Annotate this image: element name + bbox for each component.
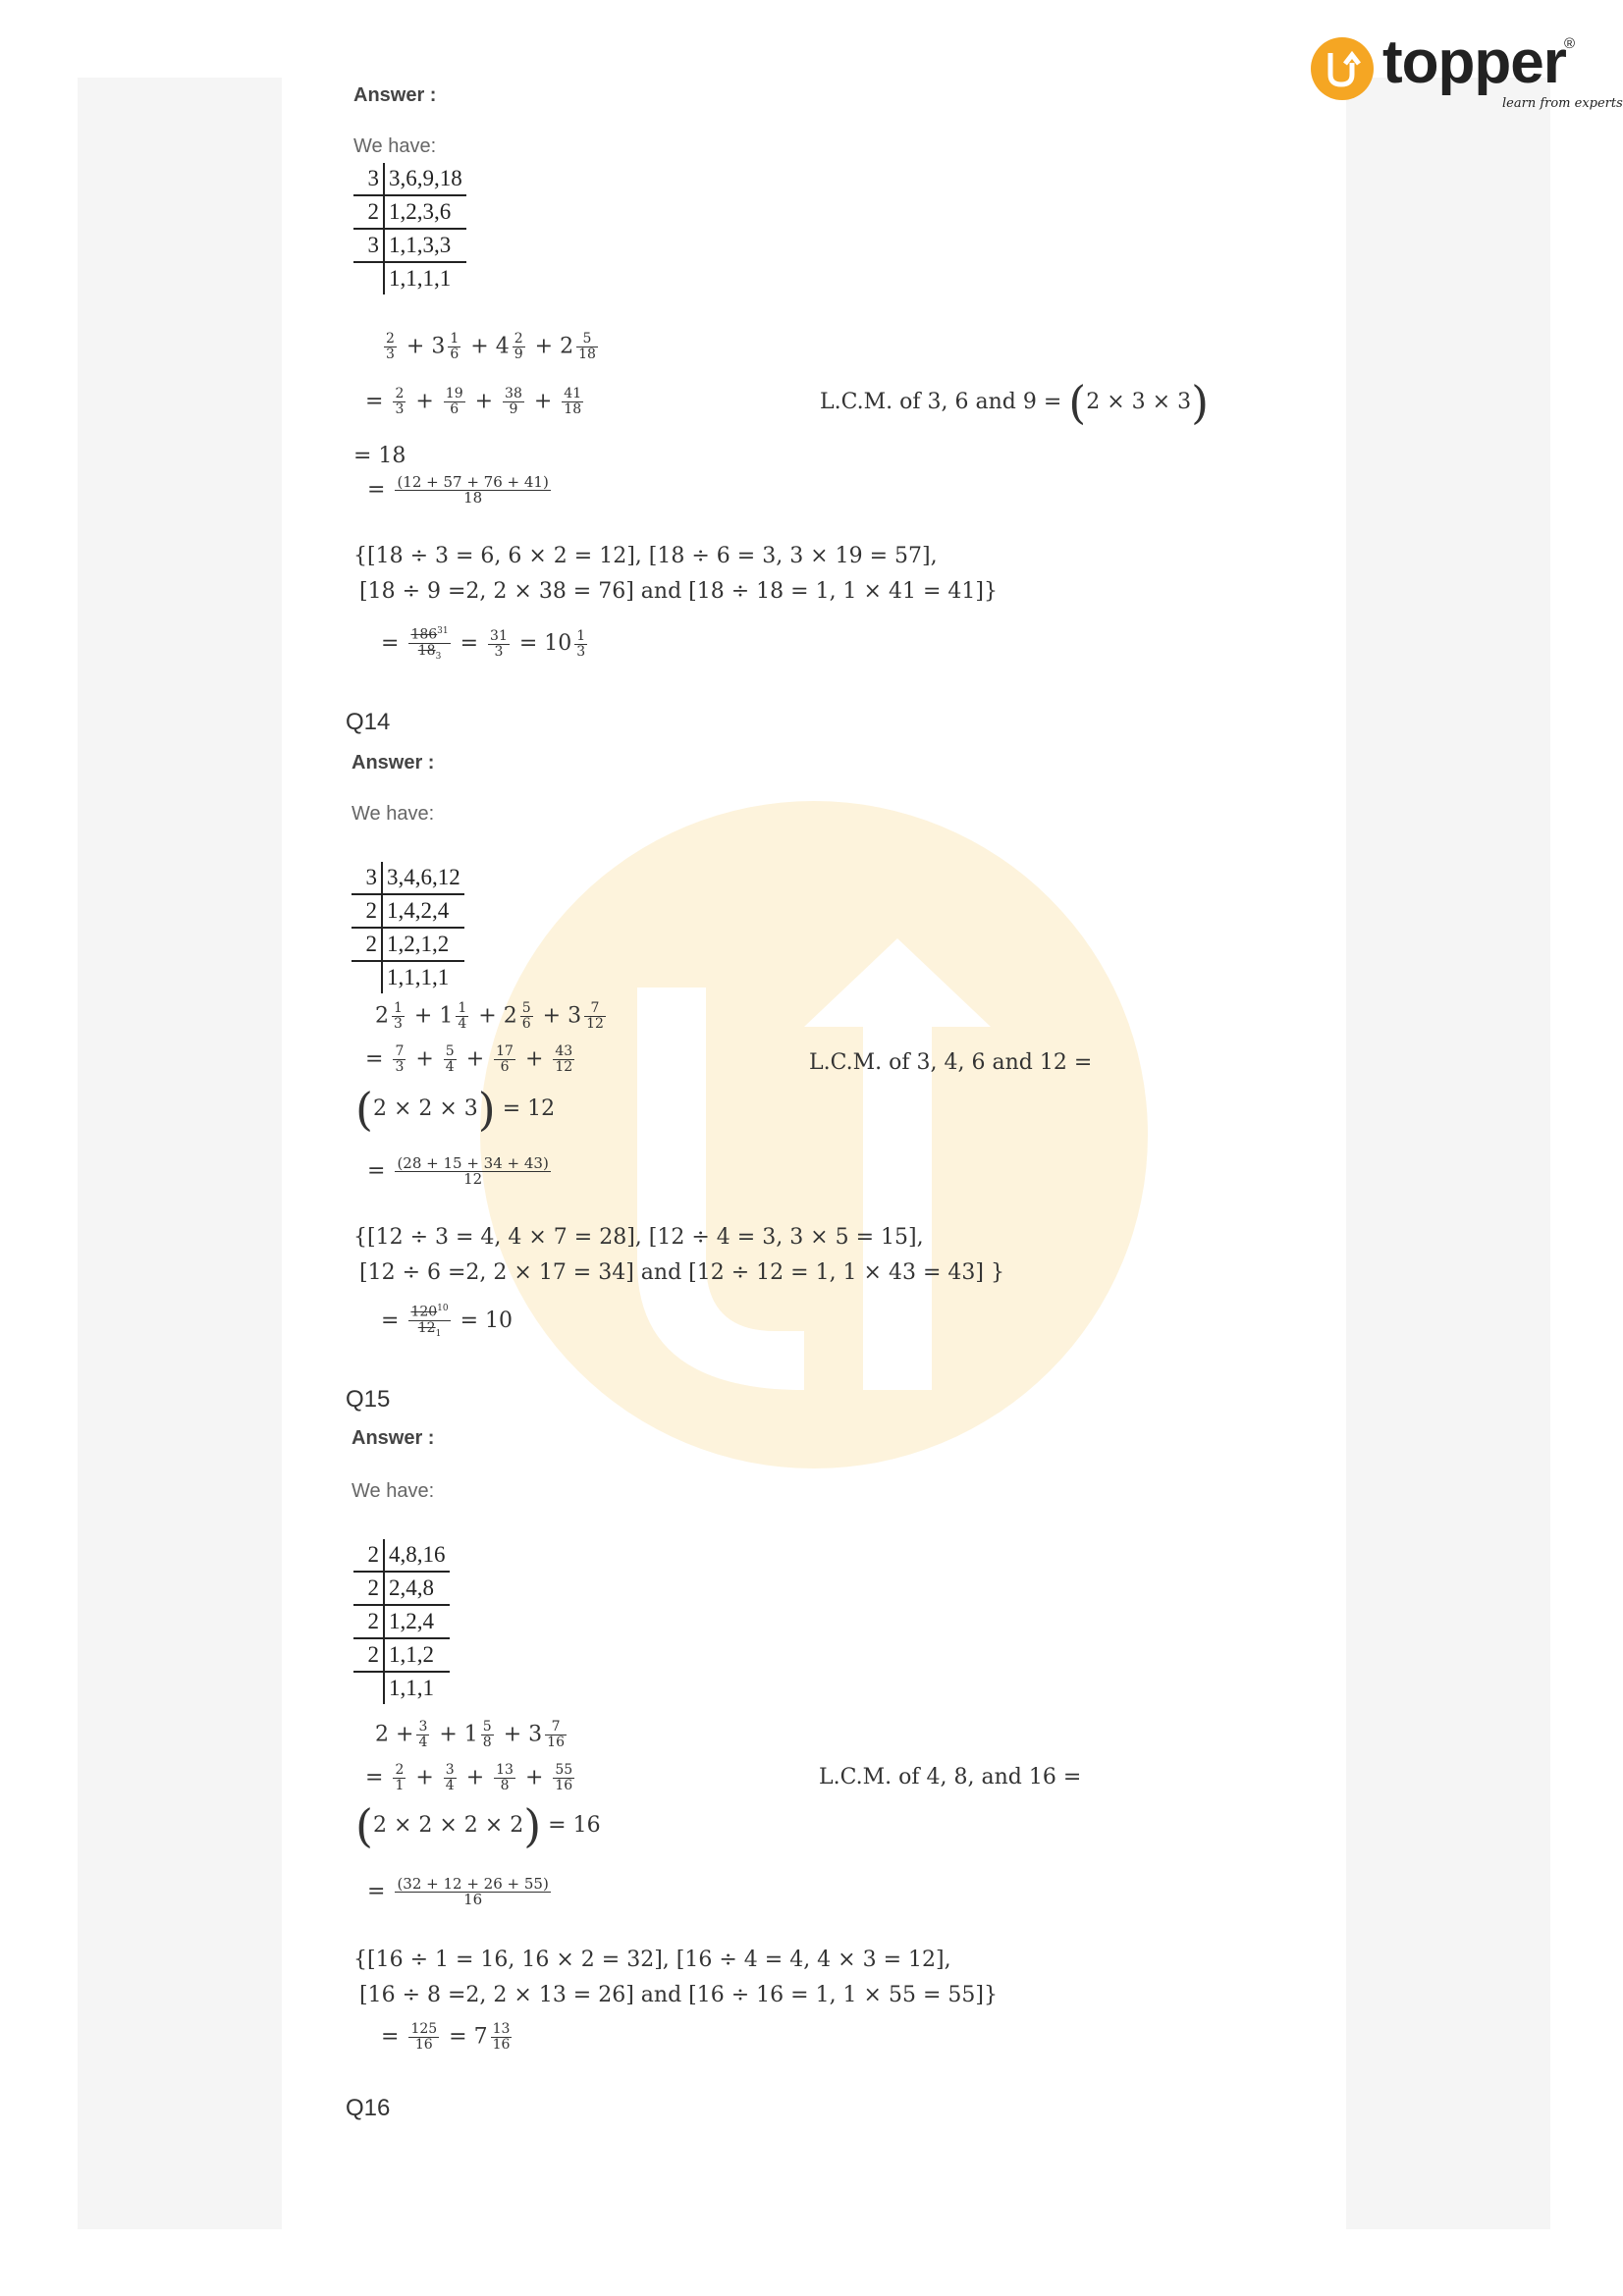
q14-answer-label: Answer : [352, 752, 435, 774]
q14-lcm-expression: (2 × 2 × 3) = 12 [355, 1083, 556, 1136]
q15-explain-line2: [16 ÷ 8 =2, 2 × 13 = 26] and [16 ÷ 16 = 1, 1 × 55 = 55]} [359, 1983, 998, 2007]
ladder-divisor: 3 [352, 862, 382, 894]
q15-mixed-fractions: 2 + $\frac{3}{4}$ + 1 $\frac{5}{8}$ + 3 $\frac{7}{16}$ [375, 1719, 565, 1750]
q13-lcm-result: = 18 [353, 444, 406, 468]
q15-final-result: = $\frac{125}{16}$ = 7 $\frac{13}{16}$ [381, 2021, 511, 2053]
q14-improper-fractions: = $\frac{7}{3}$ + $\frac{5}{4}$ + $\frac{17}{6}$ + $\frac{43}{12}$ [365, 1043, 573, 1075]
q13-explain-line1: {[18 ÷ 3 = 6, 6 × 2 = 12], [18 ÷ 6 = 3, 3 × 19 = 57], [353, 544, 938, 568]
logo-registered-mark: ® [1564, 35, 1576, 52]
q14-final-result: = $\frac{120^{10}}{12_1}$ = 10 [381, 1304, 514, 1339]
q14-division-ladder [352, 862, 464, 993]
q13-answer-label: Answer : [353, 84, 437, 106]
ladder-value: 4,8,16 [384, 1539, 450, 1572]
ladder-divisor: 3 [353, 163, 384, 195]
ladder-value: 1,1,1,1 [387, 965, 450, 989]
ladder-value: 1,1,2 [384, 1638, 450, 1672]
ladder-value: 1,1,3,3 [384, 229, 466, 262]
ladder-divisor: 2 [352, 928, 382, 961]
ladder-value: 1,1,1 [389, 1676, 434, 1700]
ladder-value: 1,2,1,2 [382, 928, 464, 961]
ladder-divisor: 2 [353, 195, 384, 229]
ladder-value: 1,2,4 [384, 1605, 450, 1638]
q15-answer-label: Answer : [352, 1427, 435, 1449]
watermark-logo [480, 801, 1148, 1468]
ladder-divisor: 2 [353, 1572, 384, 1605]
q15-label: Q15 [346, 1386, 391, 1413]
ladder-value: 1,2,3,6 [384, 195, 466, 229]
ladder-value: 3,6,9,18 [384, 163, 466, 195]
q13-final-result: = $\frac{186^{31}}{18_3}$ = $\frac{31}{3}$ = 10 $\frac{1}{3}$ [381, 626, 586, 662]
q13-mixed-fractions: $\frac{2}{3}$ + 3 $\frac{1}{6}$ + 4 $\frac{2}{9}$ + 2 $\frac{5}{18}$ [386, 331, 596, 362]
ladder-divisor: 3 [353, 229, 384, 262]
q13-explain-line2: [18 ÷ 9 =2, 2 × 38 = 76] and [18 ÷ 18 = 1, 1 × 41 = 41]} [359, 579, 998, 604]
q15-improper-fractions: = $\frac{2}{1}$ + $\frac{3}{4}$ + $\frac{13}{8}$ + $\frac{55}{16}$ [365, 1762, 573, 1793]
ladder-divisor [353, 262, 384, 294]
left-margin-band [78, 78, 282, 2229]
ladder-divisor [352, 961, 382, 993]
q16-label: Q16 [346, 2095, 391, 2121]
logo-brand: topper [1382, 28, 1566, 96]
ladder-value: 1,1,1,1 [389, 266, 452, 291]
q13-we-have: We have: [353, 135, 437, 157]
ladder-divisor [353, 1672, 384, 1704]
q15-lcm-expression: (2 × 2 × 2 × 2) = 16 [355, 1799, 601, 1852]
q14-mixed-fractions: 2 $\frac{1}{3}$ + 1 $\frac{1}{4}$ + 2 $\frac{5}{6}$ + 3 $\frac{7}{12}$ [375, 1000, 604, 1032]
ladder-divisor: 2 [353, 1539, 384, 1572]
q15-explain-line1: {[16 ÷ 1 = 16, 16 × 2 = 32], [16 ÷ 4 = 4, 4 × 3 = 12], [353, 1948, 951, 1972]
q13-lcm-statement: L.C.M. of 3, 6 and 9 = (2 × 3 × 3) [820, 376, 1210, 429]
watermark-arrow-icon [480, 801, 1148, 1468]
q13-division-ladder [353, 163, 466, 294]
logo-circle-icon [1311, 37, 1374, 100]
q13-sum-fraction: = $\frac{(12 + 57 + 76 + 41)}{18}$ [367, 473, 549, 507]
q15-lcm-statement: L.C.M. of 4, 8, and 16 = [819, 1765, 1082, 1789]
q15-division-ladder [353, 1539, 450, 1704]
q14-explain-line1: {[12 ÷ 3 = 4, 4 × 7 = 28], [12 ÷ 4 = 3, 3 × 5 = 15], [353, 1225, 924, 1250]
q14-lcm-statement: L.C.M. of 3, 4, 6 and 12 = [809, 1050, 1093, 1075]
q14-we-have: We have: [352, 803, 435, 825]
q15-sum-fraction: = $\frac{(32 + 12 + 26 + 55)}{16}$ [367, 1875, 549, 1908]
q15-we-have: We have: [352, 1480, 435, 1502]
ladder-divisor: 2 [352, 894, 382, 928]
ladder-value: 3,4,6,12 [382, 862, 464, 894]
ladder-divisor: 2 [353, 1638, 384, 1672]
q14-sum-fraction: = $\frac{(28 + 15 + 34 + 43)}{12}$ [367, 1154, 549, 1188]
q14-label: Q14 [346, 709, 391, 735]
ladder-value: 1,4,2,4 [382, 894, 464, 928]
ladder-value: 2,4,8 [384, 1572, 450, 1605]
right-margin-band [1346, 78, 1550, 2229]
q14-explain-line2: [12 ÷ 6 =2, 2 × 17 = 34] and [12 ÷ 12 = 1, 1 × 43 = 43] } [359, 1260, 1004, 1285]
ladder-divisor: 2 [353, 1605, 384, 1638]
q13-improper-fractions: = $\frac{2}{3}$ + $\frac{19}{6}$ + $\frac{38}{9}$ + $\frac{41}{18}$ [365, 386, 582, 417]
logo-tagline: learn from experts [1502, 96, 1623, 111]
